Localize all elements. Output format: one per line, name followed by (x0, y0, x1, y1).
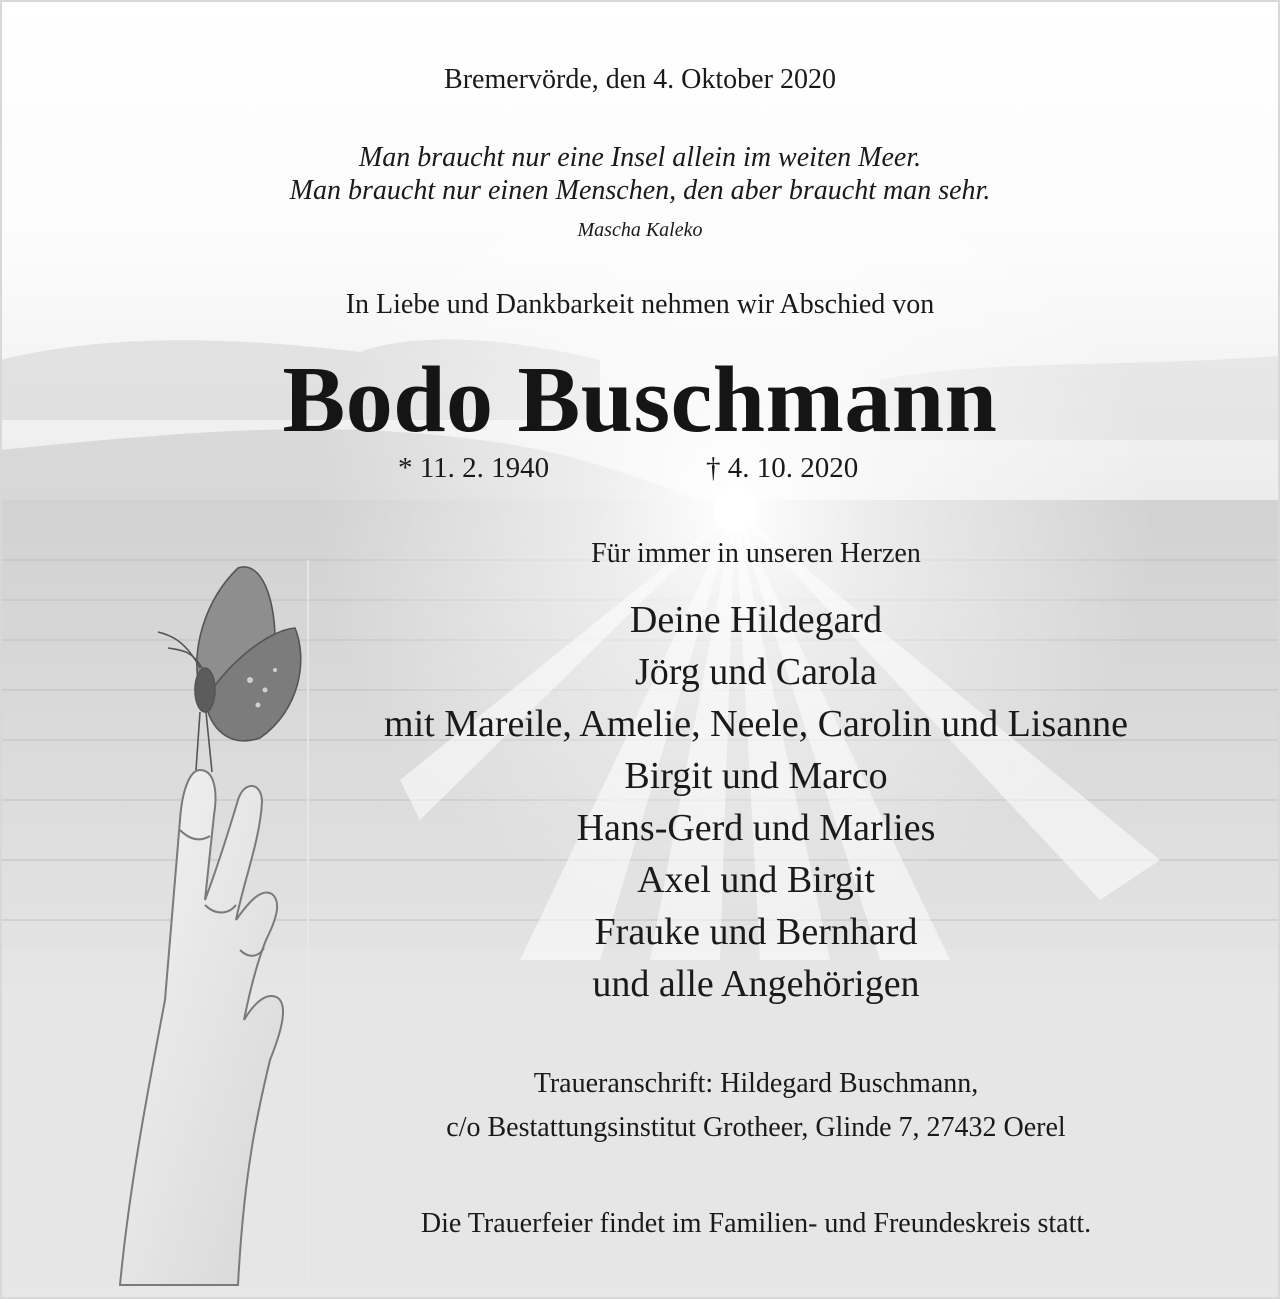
farewell-intro: In Liebe und Dankbarkeit nehmen wir Abschied von (345, 289, 935, 320)
mourner-line: Deine Hildegard (629, 599, 883, 641)
mourning-address-line-2: c/o Bestattungsinstitut Grotheer, Glinde 7, 27432 Oerel (446, 1112, 1066, 1143)
quote-author: Mascha Kaleko (577, 219, 703, 241)
funeral-ceremony-note: Die Trauerfeier findet im Familien- und Freundeskreis statt. (420, 1208, 1092, 1239)
place-and-date: Bremervörde, den 4. Oktober 2020 (444, 64, 836, 95)
quote-line-2: Man braucht nur einen Menschen, den aber braucht man sehr. (289, 175, 991, 206)
death-date: † 4. 10. 2020 (706, 452, 859, 484)
mourner-line: und alle Angehörigen (592, 963, 920, 1005)
mourning-address-line-1: Traueranschrift: Hildegard Buschmann, (533, 1068, 979, 1099)
mourners-list (350, 594, 1162, 1010)
forever-line: Für immer in unseren Herzen (591, 538, 921, 569)
mourner-line: Birgit und Marco (624, 755, 888, 797)
mourner-line: mit Mareile, Amelie, Neele, Carolin und Lisanne (384, 703, 1128, 745)
deceased-name: Bodo Buschmann (282, 348, 998, 452)
quote-line-1: Man braucht nur eine Insel allein im weiten Meer. (358, 142, 922, 173)
birth-date: * 11. 2. 1940 (398, 452, 550, 484)
mourner-line: Frauke und Bernhard (594, 911, 918, 953)
mourner-line: Hans-Gerd und Marlies (576, 807, 936, 849)
mourner-line: Jörg und Carola (634, 651, 878, 693)
sun-core (713, 488, 757, 532)
mourner-line: Axel und Birgit (637, 859, 875, 901)
